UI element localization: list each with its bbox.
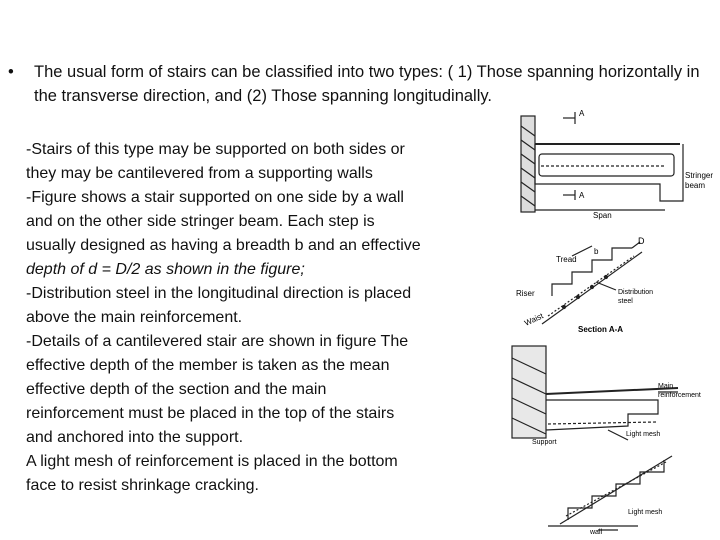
- stringer-label: Stringer: [685, 171, 714, 180]
- paragraph-line: -Details of a cantilevered stair are shown in figure The: [26, 333, 409, 350]
- body-paragraph: [26, 138, 494, 498]
- beam-label: beam: [685, 181, 706, 190]
- bullet-marker: •: [8, 63, 14, 81]
- intro-text: The usual form of stairs can be classified into two types: ( 1) Those spanning horizontally in the transverse direction, and (2) Those spanning longitudinally.: [34, 63, 700, 105]
- steel-label: steel: [618, 298, 633, 305]
- span-label: Span: [593, 211, 612, 220]
- waist-label: Waist: [523, 311, 545, 328]
- light-mesh-label: Light mesh: [626, 431, 661, 438]
- paragraph-line: -Figure shows a stair supported on one side by a wall: [26, 189, 404, 206]
- paragraph-line: reinforcement must be placed in the top of the stairs: [26, 405, 395, 422]
- tread-label: Tread: [556, 255, 577, 264]
- paragraph-line: and anchored into the support.: [26, 429, 244, 446]
- section-title: Section A-A: [578, 325, 624, 334]
- riser-label: Riser: [516, 289, 535, 298]
- paragraph-line: A light mesh of reinforcement is placed in the bottom: [26, 453, 398, 470]
- support-label: Support: [532, 439, 557, 446]
- main-label: Main: [658, 383, 674, 390]
- distribution-label: Distribution: [618, 289, 654, 296]
- intro-bullet: [8, 60, 708, 108]
- b-label: b: [594, 247, 599, 256]
- paragraph-line: -Stairs of this type may be supported on both sides or: [26, 141, 405, 158]
- paragraph-line: effective depth of the section and the main: [26, 381, 327, 398]
- reinforcement-label: reinforcement: [658, 392, 701, 399]
- d-label: D: [638, 236, 645, 246]
- section-aa-figure: [512, 232, 712, 340]
- paragraph-line: usually designed as having a breadth b and an effective: [26, 237, 421, 254]
- section-mark-a-top: A: [579, 109, 585, 118]
- stair-plan-figure: [515, 106, 715, 224]
- cantilever-stair-figure: [508, 344, 714, 536]
- paragraph-line: -Distribution steel in the longitudinal direction is placed: [26, 285, 412, 302]
- wall-label: wall: [590, 529, 603, 536]
- paragraph-line: and on the other side stringer beam. Each step is: [26, 213, 375, 230]
- light-mesh-lower-label: Light mesh: [628, 509, 663, 516]
- paragraph-line: they may be cantilevered from a supporting walls: [26, 165, 373, 182]
- paragraph-line: above the main reinforcement.: [26, 309, 243, 326]
- paragraph-line: face to resist shrinkage cracking.: [26, 477, 259, 494]
- paragraph-line: effective depth of the member is taken as the mean: [26, 357, 390, 374]
- section-mark-a-bottom: A: [579, 191, 585, 200]
- paragraph-line: depth of d = D/2 as shown in the figure;: [26, 261, 305, 278]
